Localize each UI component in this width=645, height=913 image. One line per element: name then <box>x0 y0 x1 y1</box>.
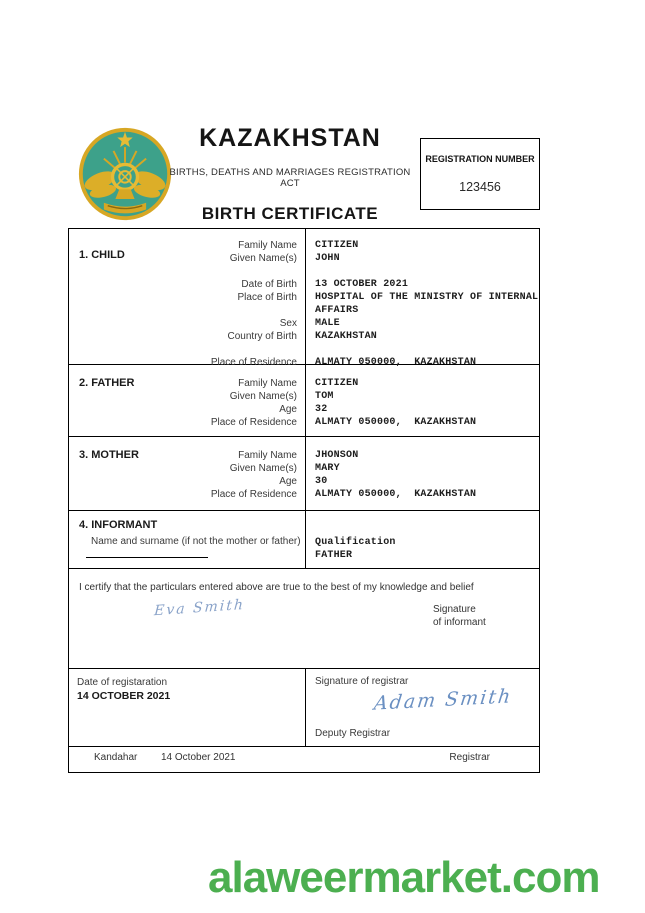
deputy-registrar-label: Deputy Registrar <box>315 728 391 739</box>
field-value: CITIZEN <box>315 378 359 389</box>
field-label: Age <box>279 404 297 415</box>
registration-place: Kandahar <box>94 752 138 763</box>
section-father <box>69 365 539 437</box>
field-label: Country of Birth <box>227 331 297 342</box>
informant-name-underline <box>86 557 208 558</box>
field-value: 13 OCTOBER 2021 <box>315 279 409 290</box>
field-value <box>315 343 539 356</box>
field-label <box>69 265 297 278</box>
informant-labels-cell <box>69 511 305 568</box>
field-label: Place of Birth <box>237 292 297 303</box>
kazakhstan-emblem <box>77 126 173 222</box>
field-value: 30 <box>315 476 328 487</box>
country-title: KAZAKHSTAN <box>199 124 381 152</box>
field-label <box>69 343 297 356</box>
child-labels-cell <box>69 229 305 368</box>
footer-date: 14 October 2021 <box>161 752 236 763</box>
field-label: Given Name(s) <box>229 253 297 264</box>
registrar-signature-label: Signature of registrar <box>315 676 409 687</box>
field-value: ALMATY 050000, KAZAKHSTAN <box>315 417 477 428</box>
field-label: Family Name <box>238 240 297 251</box>
registrar-role-label: Registrar <box>449 752 490 763</box>
section-child <box>69 229 539 368</box>
field-label: Given Name(s) <box>229 463 297 474</box>
signature-of-informant-label <box>433 603 486 629</box>
informant-signature: Eva Smith <box>153 596 246 620</box>
field-value: KAZAKHSTAN <box>315 331 378 342</box>
field-value: JHONSON <box>315 450 359 461</box>
father-section-title: 2. FATHER <box>79 377 135 389</box>
signature-label-line1: Signature <box>433 604 476 615</box>
field-value: MALE <box>315 318 340 329</box>
father-labels-cell <box>69 365 305 436</box>
field-value <box>315 265 539 278</box>
registration-date-value: 14 OCTOBER 2021 <box>77 690 171 702</box>
field-value: 32 <box>315 404 328 415</box>
registrar-signature-cell <box>305 669 539 746</box>
signature-label-line2: of informant <box>433 617 486 628</box>
field-label: Given Name(s) <box>229 391 297 402</box>
field-label: Place of Residence <box>210 489 297 500</box>
field-value: ALMATY 050000, KAZAKHSTAN <box>315 489 477 500</box>
field-value: JOHN <box>315 253 340 264</box>
registration-number-label: REGISTRATION NUMBER <box>425 154 535 165</box>
qualification-value: FATHER <box>315 550 353 561</box>
field-label: Date of Birth <box>241 279 297 290</box>
field-value: HOSPITAL OF THE MINISTRY OF INTERNAL <box>315 292 539 303</box>
field-value: MARY <box>315 463 340 474</box>
header-title-block <box>168 124 412 224</box>
qualification-label: Qualification <box>315 537 396 548</box>
registration-number-box <box>420 138 540 210</box>
field-label <box>69 304 297 317</box>
coat-of-arms-icon <box>77 126 173 222</box>
certificate-table <box>68 228 540 773</box>
registrar-signature: Adam Smith <box>372 685 514 715</box>
mother-section-title: 3. MOTHER <box>79 449 139 461</box>
field-label: Family Name <box>238 378 297 389</box>
field-label: Place of Residence <box>210 417 297 428</box>
document-title: BIRTH CERTIFICATE <box>201 204 379 223</box>
child-section-title: 1. CHILD <box>79 249 125 261</box>
father-values-cell <box>305 365 539 436</box>
field-value: TOM <box>315 391 334 402</box>
field-label: Sex <box>279 318 297 329</box>
field-label: Place of Residence <box>210 357 297 368</box>
section-footer-strip <box>69 747 539 772</box>
registration-date-label: Date of registaration <box>77 677 168 688</box>
informant-section-title: 4. INFORMANT <box>79 519 158 531</box>
child-values-cell <box>305 229 539 368</box>
field-label: Age <box>279 476 297 487</box>
field-value: ALMATY 050000, KAZAKHSTAN <box>315 357 477 368</box>
section-informant <box>69 511 539 569</box>
section-mother <box>69 437 539 511</box>
mother-values-cell <box>305 437 539 510</box>
field-value: CITIZEN <box>315 240 359 251</box>
field-label: Family Name <box>238 450 297 461</box>
informant-values-cell <box>305 511 539 568</box>
registration-date-cell <box>69 669 305 746</box>
certify-statement: I certify that the particulars entered above are true to the best of my knowledge and belief <box>79 582 474 593</box>
section-registration <box>69 669 539 747</box>
site-watermark: alaweermarket.com <box>208 853 600 902</box>
informant-name-label: Name and surname (if not the mother or father) <box>91 536 301 547</box>
registration-act-line: BIRTHS, DEATHS AND MARRIAGES REGISTRATION ACT <box>169 167 411 189</box>
field-value: AFFAIRS <box>315 305 359 316</box>
mother-labels-cell <box>69 437 305 510</box>
section-certify <box>69 569 539 669</box>
registration-number-value: 123456 <box>459 179 501 194</box>
